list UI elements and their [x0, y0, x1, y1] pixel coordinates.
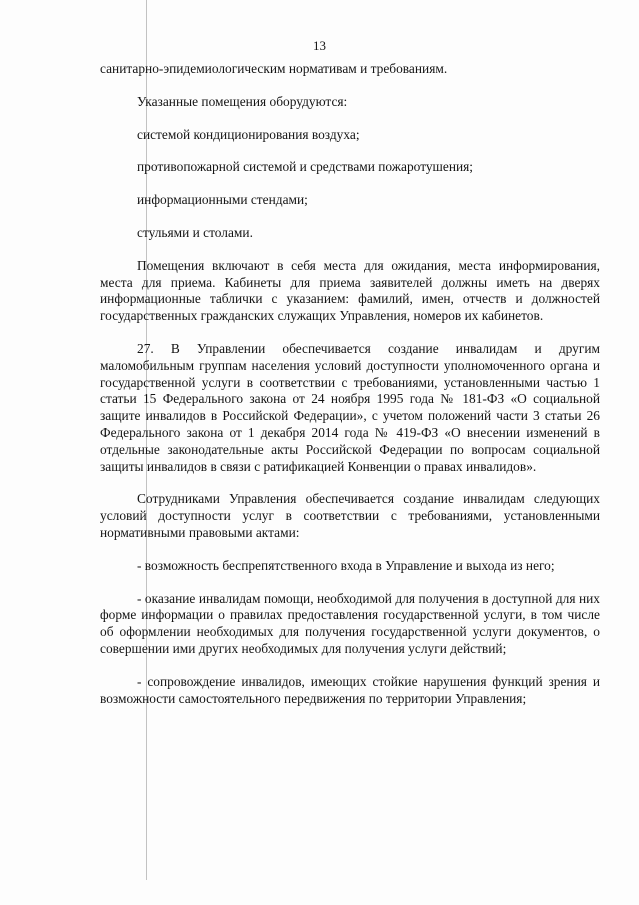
paragraph-clause-27: 27. В Управлении обеспечивается создание инвалидам и другим маломобильным группам населения условий доступности уполномоченного органа и государственной услуги в соответствии с требованиями, установленными частью 1 статьи 15 Федерального закона от 24 ноября 1995 года № 181-ФЗ «О социальной защите инвалидов в Российской Федерации», с учетом положений части 3 статьи 26 Федерального закона от 1 декабря 2014 года № 419-ФЗ «О внесении изменений в отдельные законодательные акты Российской Федерации по вопросам социальной защиты инвалидов в связи с ратификацией Конвенции о правах инвалидов». [100, 340, 600, 474]
paragraph-premises-equipped: Указанные помещения оборудуются: [137, 93, 348, 109]
paragraph-dash-item: - возможность беспрепятственного входа в Управление и выхода из него; [137, 557, 555, 573]
paragraph-dash-item: - оказание инвалидам помощи, необходимой для получения в доступной для них форме информации о правилах предоставления государственной услуги, в том числе об оформлении необходимых для получения государственной услуги документов, о совершении ими других необходимых для получения услуги действий; [100, 590, 600, 656]
paragraph-accessibility-conditions: Сотрудниками Управления обеспечивается создание инвалидам следующих условий доступности услуг в соответствии с требованиями, установленными нормативными правовыми актами: [100, 491, 600, 540]
paragraph-list-item: противопожарной системой и средствами пожаротушения; [137, 159, 474, 175]
paragraph-premises-include: Помещения включают в себя места для ожидания, места информирования, места для приема. Кабинеты для приема заявителей должны иметь на дверях информационные таблички с указанием: фамилий, имен, отчеств и должностей государственных гражданских служащих Управления, номеров их кабинетов. [100, 257, 600, 324]
paragraph-continuation: санитарно-эпидемиологическим нормативам и требованиям. [100, 61, 448, 76]
paragraph-list-item: стульями и столами. [137, 224, 253, 240]
paragraph-list-item: системой кондиционирования воздуха; [137, 126, 360, 142]
paragraph-list-item: информационными стендами; [137, 192, 308, 208]
page-number: 13 [313, 38, 326, 53]
paragraph-dash-item: - сопровождение инвалидов, имеющих стойкие нарушения функций зрения и возможности самостоятельного передвижения по территории Управления; [100, 673, 600, 706]
document-body [100, 61, 600, 723]
